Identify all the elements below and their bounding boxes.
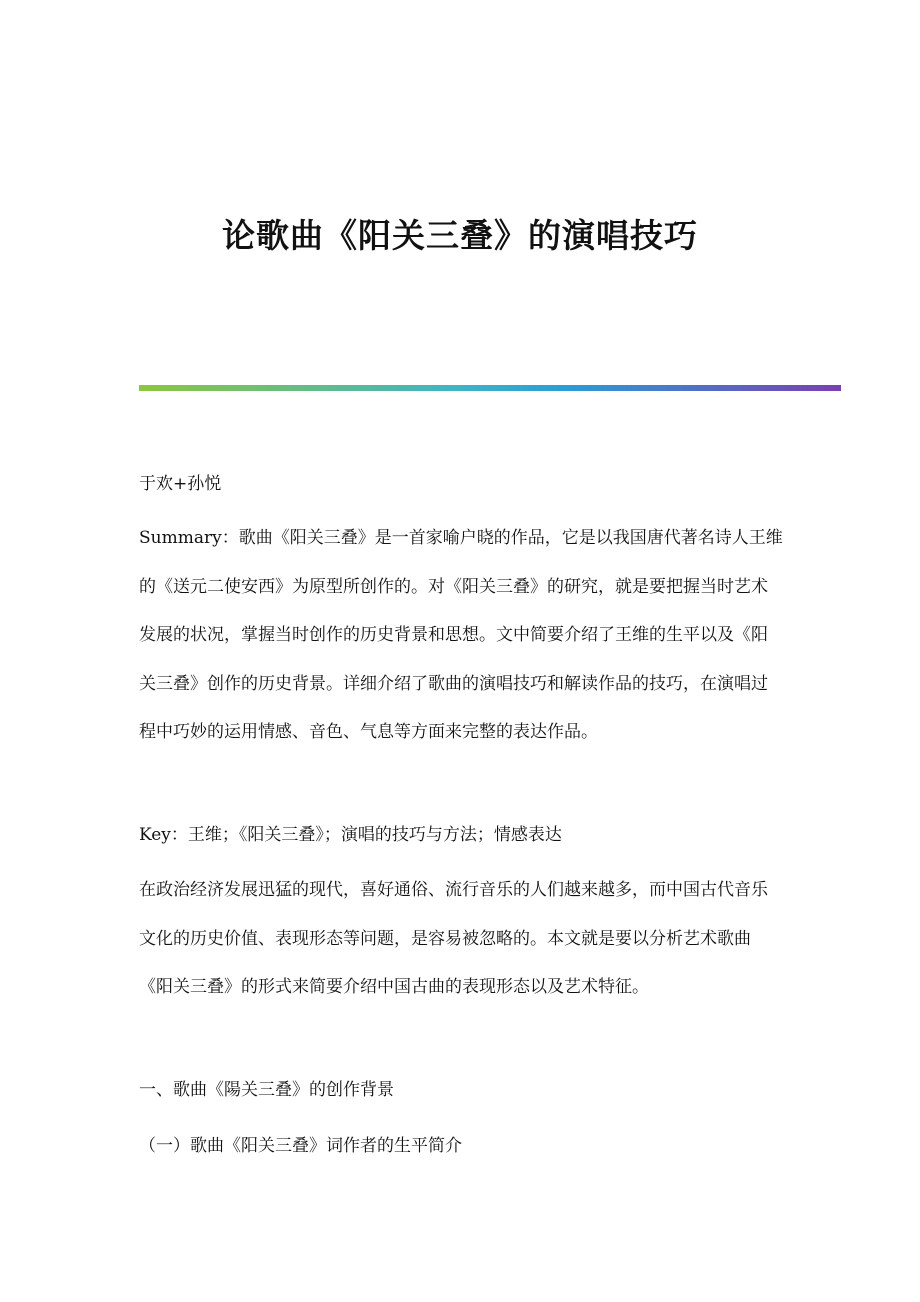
title-divider bbox=[139, 385, 841, 391]
intro-paragraph: 在政治经济发展迅猛的现代，喜好通俗、流行音乐的人们越来越多，而中国古代音乐文化的历史价值、表现形态等问题，是容易被忽略的。本文就是要以分析艺术歌曲《阳关三叠》的形式来简要介绍中国古曲的表现形态以及艺术特征。 bbox=[139, 880, 768, 998]
subsection-heading: （一）歌曲《阳关三叠》词作者的生平简介 bbox=[139, 1136, 462, 1156]
section-heading: 一、歌曲《陽关三叠》的创作背景 bbox=[139, 1080, 394, 1100]
document-title: 论歌曲《阳关三叠》的演唱技巧 bbox=[222, 216, 698, 255]
summary-paragraph: Summary：歌曲《阳关三叠》是一首家喻户晓的作品，它是以我国唐代著名诗人王维的《送元二使安西》为原型所创作的。对《阳关三叠》的研究，就是要把握当时艺术发展的状况，掌握当时创作的历史背景和思想。文中简要介绍了王维的生平以及《阳关三叠》创作的历史背景。详细介绍了歌曲的演唱技巧和解读作品的技巧，在演唱过程中巧妙的运用情感、音色、气息等方面来完整的表达作品。 bbox=[139, 528, 783, 743]
author-line: 于欢+孙悦 bbox=[139, 474, 222, 494]
keywords-line: Key：王维；《阳关三叠》；演唱的技巧与方法；情感表达 bbox=[139, 825, 562, 845]
